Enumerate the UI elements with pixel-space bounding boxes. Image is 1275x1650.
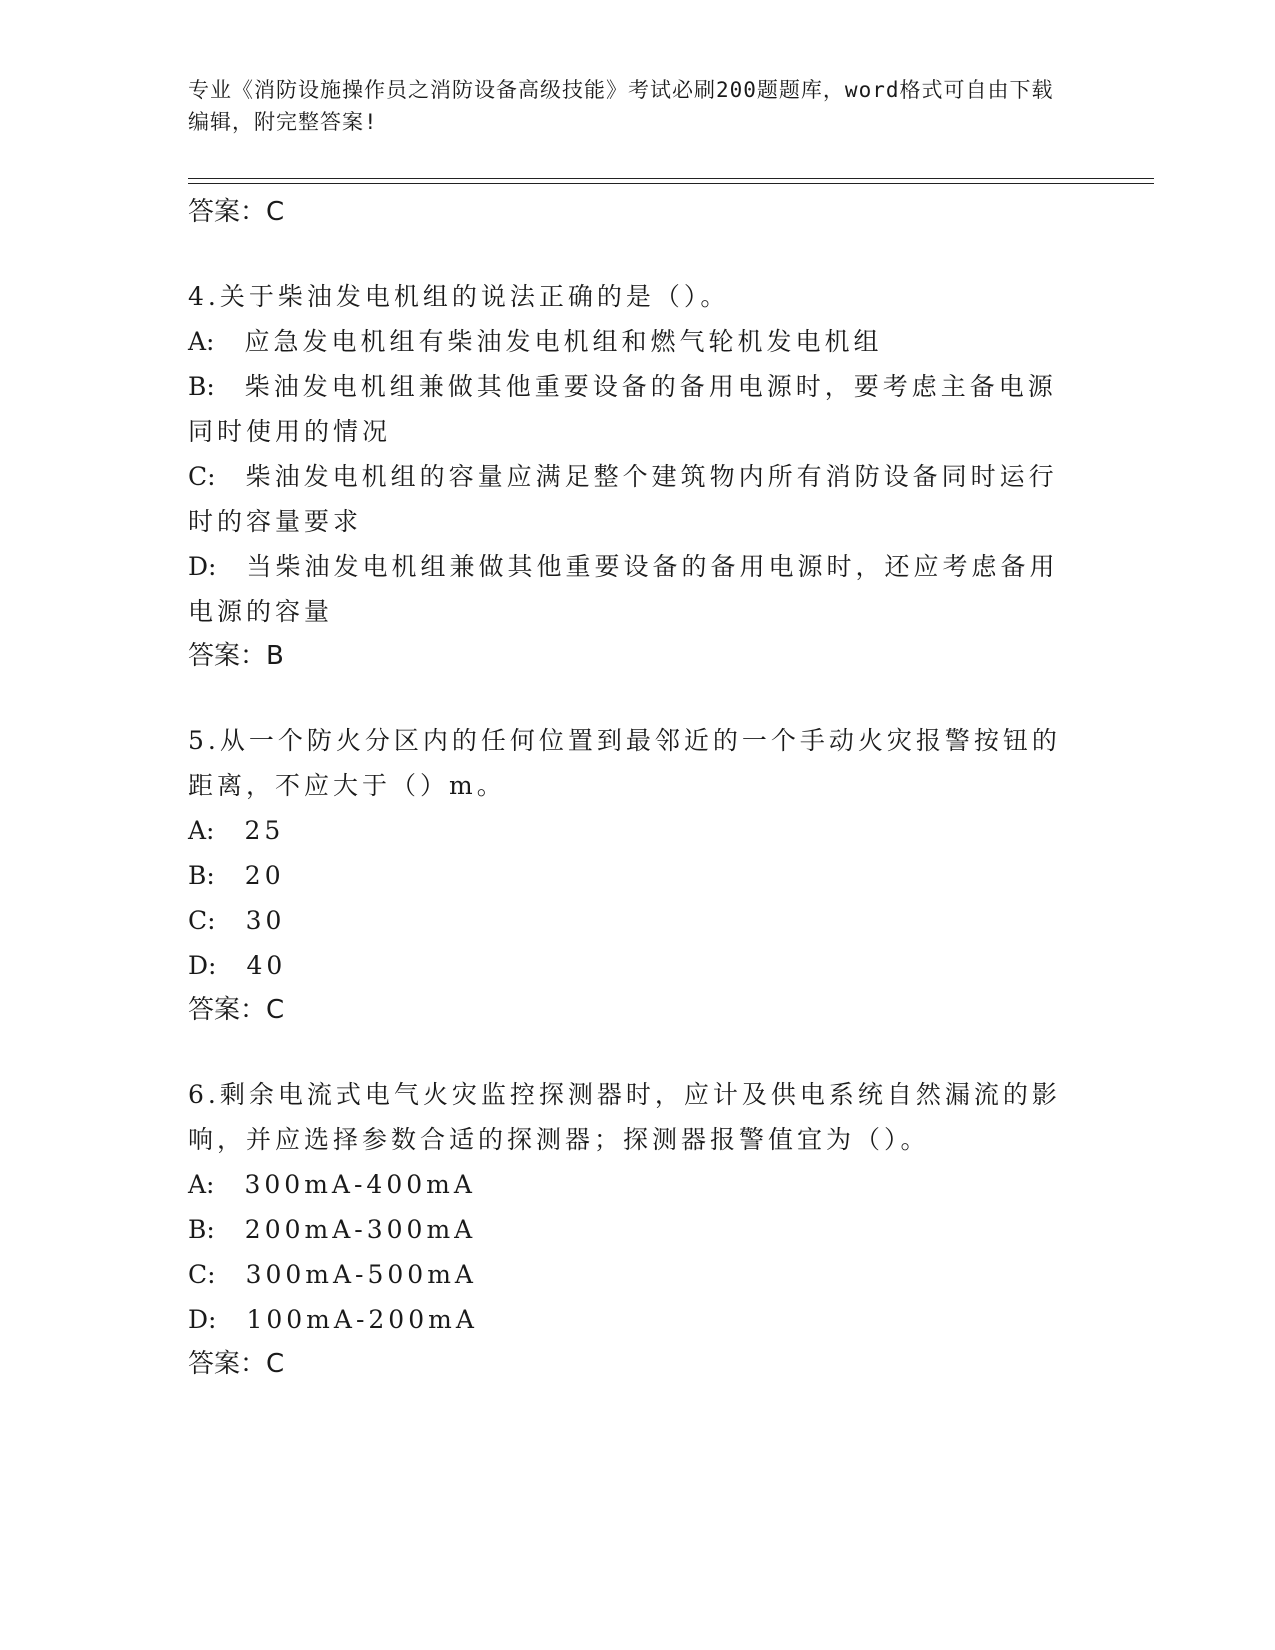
option-text: 当柴油发电机组兼做其他重要设备的备用电源时，还应考虑备用电源的容量 — [188, 552, 1059, 626]
header-divider-bottom — [188, 183, 1154, 184]
option-text: 100mA-200mA — [246, 1305, 478, 1334]
option-text: 40 — [246, 951, 287, 980]
option-b — [188, 853, 1068, 898]
question-text: 6.剩余电流式电气火灾监控探测器时，应计及供电系统自然漏流的影响，并应选择参数合适的探测器；探测器报警值宜为（）。 — [188, 1080, 1061, 1154]
option-label: A: — [188, 327, 215, 356]
option-label: C: — [188, 462, 216, 491]
question-item — [188, 274, 1068, 678]
option-label: D: — [188, 951, 217, 980]
option-label: B: — [188, 372, 215, 401]
option-label: C: — [188, 1260, 216, 1289]
option-text: 柴油发电机组兼做其他重要设备的备用电源时，要考虑主备电源同时使用的情况 — [188, 372, 1057, 446]
option-text: 25 — [244, 816, 285, 845]
option-text: 300mA-400mA — [244, 1170, 476, 1199]
option-label: C: — [188, 906, 216, 935]
question-list — [188, 190, 1068, 1386]
option-a — [188, 808, 1068, 853]
option-c — [188, 1252, 1068, 1297]
option-a — [188, 319, 1068, 364]
option-b — [188, 364, 1068, 454]
option-c — [188, 454, 1068, 544]
option-label: A: — [188, 816, 215, 845]
option-c — [188, 898, 1068, 943]
option-text: 柴油发电机组的容量应满足整个建筑物内所有消防设备同时运行时的容量要求 — [188, 462, 1058, 536]
question-item — [188, 718, 1068, 1032]
option-text: 应急发电机组有柴油发电机组和燃气轮机发电机组 — [244, 327, 883, 356]
option-label: D: — [188, 1305, 217, 1334]
answer-line: 答案：C — [188, 1349, 285, 1379]
option-b — [188, 1207, 1068, 1252]
question-text: 4.关于柴油发电机组的说法正确的是（）。 — [188, 282, 730, 311]
option-d — [188, 943, 1068, 988]
question-text: 5.从一个防火分区内的任何位置到最邻近的一个手动火灾报警按钮的距离，不应大于（）m。 — [188, 726, 1061, 800]
option-text: 20 — [244, 861, 285, 890]
previous-answer: 答案：C — [188, 197, 285, 227]
option-label: B: — [188, 861, 215, 890]
answer-line: 答案：B — [188, 641, 284, 671]
option-a — [188, 1162, 1068, 1207]
option-label: D: — [188, 552, 217, 581]
option-label: B: — [188, 1215, 215, 1244]
answer-line: 答案：C — [188, 995, 285, 1025]
header-divider-top — [188, 178, 1154, 179]
option-label: A: — [188, 1170, 215, 1199]
question-item — [188, 1072, 1068, 1386]
option-text: 30 — [245, 906, 286, 935]
option-d — [188, 544, 1068, 634]
option-text: 300mA-500mA — [245, 1260, 477, 1289]
option-d — [188, 1297, 1068, 1342]
page-header-title: 专业《消防设施操作员之消防设备高级技能》考试必刷200题题库，word格式可自由下载编辑，附完整答案! — [188, 78, 1054, 134]
option-text: 200mA-300mA — [244, 1215, 477, 1244]
